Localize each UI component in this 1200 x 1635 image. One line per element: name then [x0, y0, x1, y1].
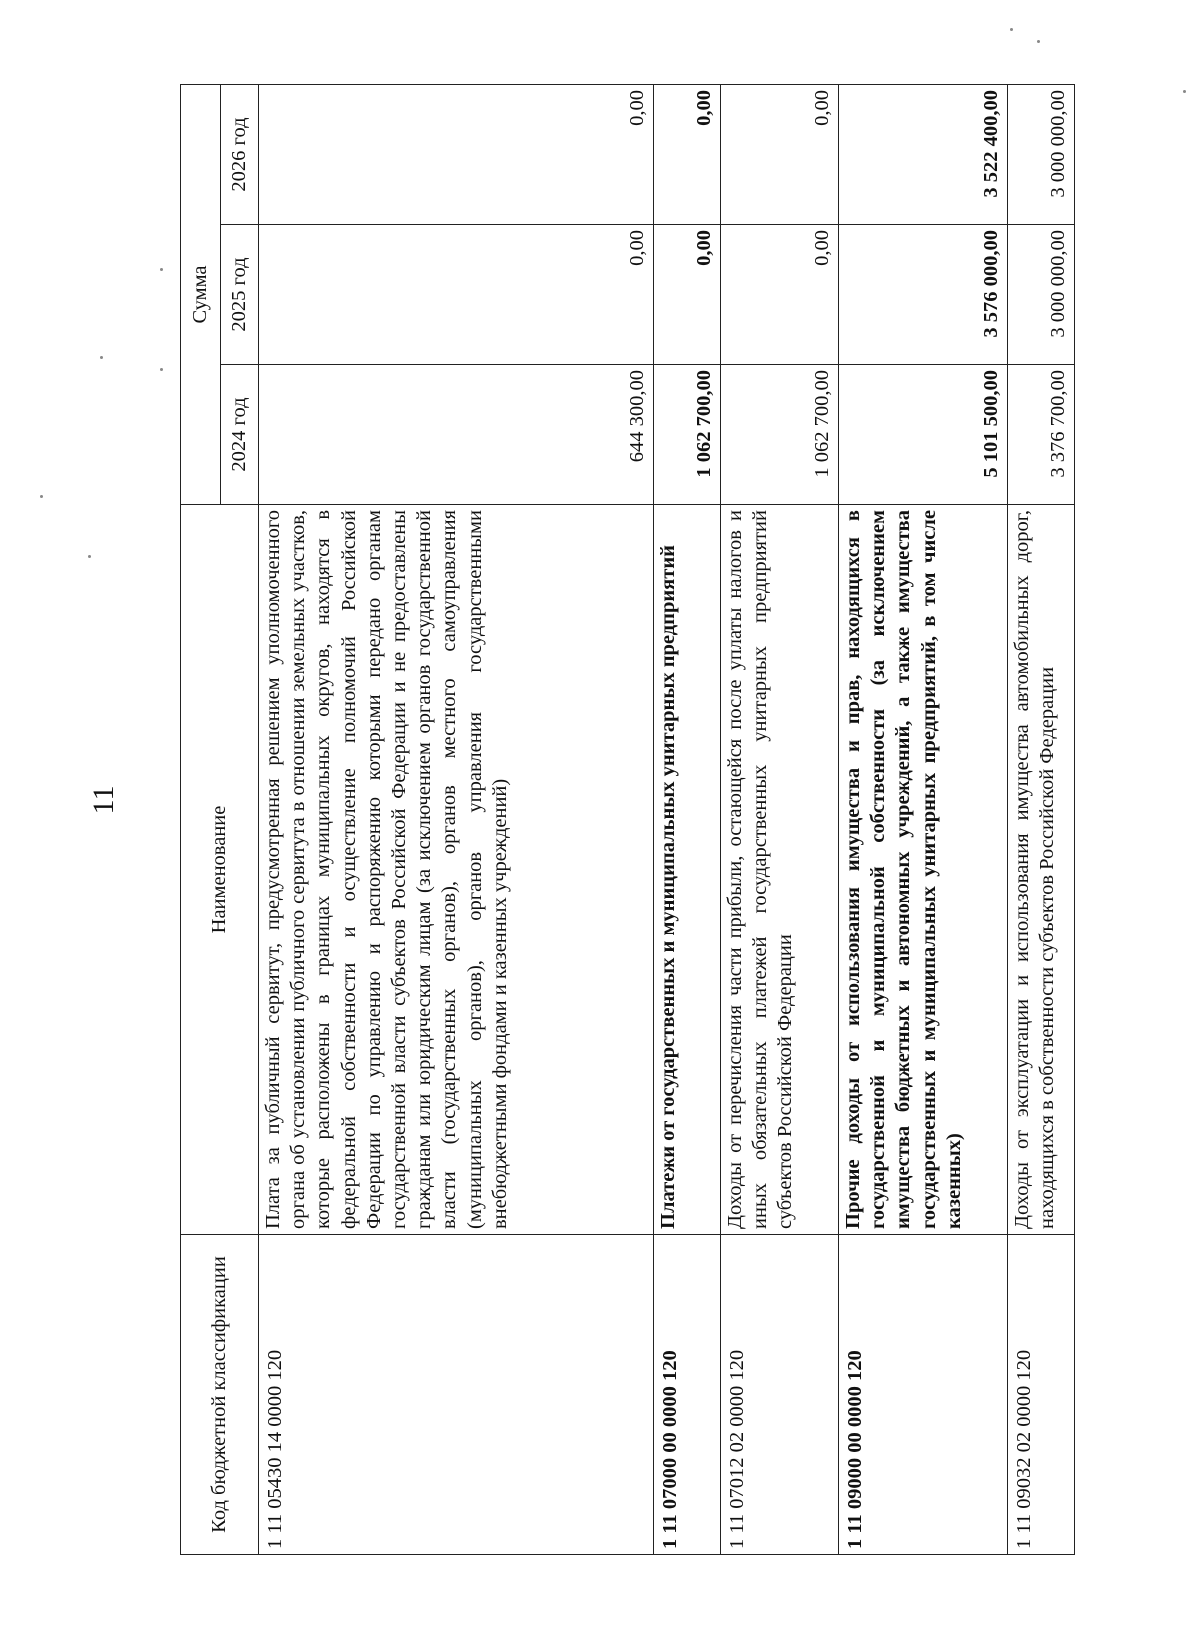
header-code: Код бюджетной классификации: [181, 1235, 259, 1555]
row-name: Плата за публичный сервитут, предусмотренная решением уполномоченного органа об установлении публичного сервитута в отношении земельных участков, которые расположены в границах муниципальных округов, находятся в федеральной собственности и осуществление полномочий Российской Федерации по управлению и распоряжению которыми передано органам государственной власти субъектов Российской Федерации и не предоставлены гражданам или юридическим лицам (за исключением органов государственной власти (государственных органов), органов местного самоуправления (муниципальных органов), органов управления государственными внебюджетными фондами и казенных учреждений): [259, 505, 654, 1235]
table-row: [1008, 85, 1075, 1555]
scan-speck: [160, 268, 163, 271]
row-name: Доходы от эксплуатации и использования имущества автомобильных дорог, находящихся в собственности субъектов Российской Федерации: [1008, 505, 1075, 1235]
row-amount-2024: 3 376 700,00: [1008, 365, 1075, 505]
scan-speck: [1037, 40, 1040, 43]
table-row: [721, 85, 839, 1555]
row-amount-2024: 5 101 500,00: [839, 365, 1008, 505]
row-amount-2025: 3 576 000,00: [839, 225, 1008, 365]
row-name: Доходы от перечисления части прибыли, остающейся после уплаты налогов и иных обязательных платежей государственных унитарных предприятий субъектов Российской Федерации: [721, 505, 839, 1235]
row-amount-2026: 3 522 400,00: [839, 85, 1008, 225]
row-amount-2026: 0,00: [721, 85, 839, 225]
row-code: 1 11 07000 00 0000 120: [654, 1235, 721, 1555]
row-amount-2025: 0,00: [259, 225, 654, 365]
rotated-table-wrapper: [180, 85, 1069, 1555]
row-amount-2025: 3 000 000,00: [1008, 225, 1075, 365]
row-name: Платежи от государственных и муниципальных унитарных предприятий: [654, 505, 721, 1235]
row-amount-2024: 1 062 700,00: [721, 365, 839, 505]
header-name: Наименование: [181, 505, 259, 1235]
row-code: 1 11 09000 00 0000 120: [839, 1235, 1008, 1555]
table-row: [839, 85, 1008, 1555]
row-amount-2025: 0,00: [654, 225, 721, 365]
row-amount-2026: 3 000 000,00: [1008, 85, 1075, 225]
table-row: [259, 85, 654, 1555]
page-number: 11: [87, 785, 120, 815]
scan-speck: [88, 555, 91, 558]
header-year-2025: 2025 год: [221, 225, 259, 365]
scan-speck: [1183, 90, 1186, 93]
scan-speck: [1010, 28, 1013, 31]
table-row: [654, 85, 721, 1555]
header-sum: Сумма: [181, 85, 221, 505]
row-code: 1 11 09032 02 0000 120: [1008, 1235, 1075, 1555]
row-amount-2026: 0,00: [259, 85, 654, 225]
header-year-2024: 2024 год: [221, 365, 259, 505]
row-code: 1 11 05430 14 0000 120: [259, 1235, 654, 1555]
header-year-2026: 2026 год: [221, 85, 259, 225]
scan-speck: [160, 368, 163, 371]
row-amount-2024: 1 062 700,00: [654, 365, 721, 505]
scan-speck: [100, 356, 103, 359]
row-amount-2024: 644 300,00: [259, 365, 654, 505]
row-amount-2025: 0,00: [721, 225, 839, 365]
row-name: Прочие доходы от использования имущества и прав, находящихся в государственной и муниципальной собственности (за исключением имущества бюджетных и автономных учреждений, а также имущества государственных и муниципальных унитарных предприятий, в том числе казенных): [839, 505, 1008, 1235]
row-code: 1 11 07012 02 0000 120: [721, 1235, 839, 1555]
scan-speck: [40, 495, 43, 498]
budget-table: [180, 84, 1075, 1555]
row-amount-2026: 0,00: [654, 85, 721, 225]
